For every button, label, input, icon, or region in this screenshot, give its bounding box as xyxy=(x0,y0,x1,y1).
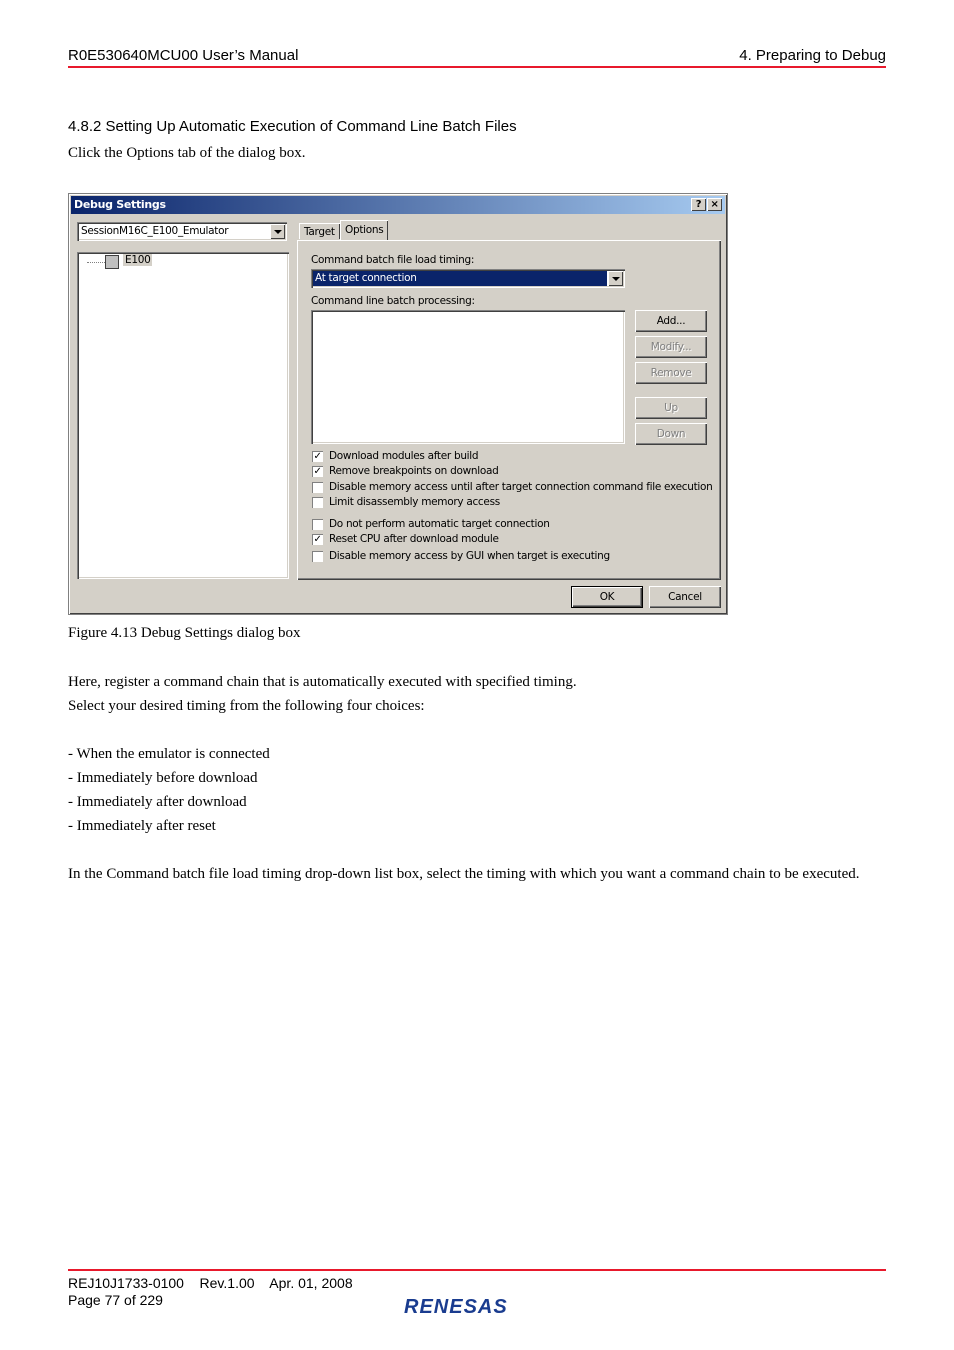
ok-button[interactable]: OK xyxy=(571,586,643,608)
paragraph: Select your desired timing from the following four choices: xyxy=(68,698,425,714)
footer-rule xyxy=(68,1269,886,1271)
checkbox-label: Do not perform automatic target connection xyxy=(329,518,550,530)
list-item: - Immediately after reset xyxy=(68,818,216,834)
footer-page-number: Page 77 of 229 xyxy=(68,1292,163,1308)
timing-label: Command batch file load timing: xyxy=(311,254,475,266)
remove-button[interactable]: Remove xyxy=(635,362,707,384)
dialog-title: Debug Settings xyxy=(74,198,166,211)
check-icon: ✓ xyxy=(313,451,322,462)
session-tree[interactable] xyxy=(77,252,289,579)
checkbox-empty xyxy=(312,482,323,493)
check-icon: ✓ xyxy=(313,466,322,477)
help-button[interactable]: ? xyxy=(691,198,706,211)
list-item: - Immediately after download xyxy=(68,794,247,810)
header-title: R0E530640MCU00 User’s Manual xyxy=(68,47,299,64)
section-heading: 4.8.2 Setting Up Automatic Execution of Command Line Batch Files xyxy=(68,118,517,135)
tree-item-e100[interactable]: E100 xyxy=(125,254,151,266)
list-item: - Immediately before download xyxy=(68,770,258,786)
down-button[interactable]: Down xyxy=(635,423,707,445)
tab-target[interactable]: Target xyxy=(299,223,340,239)
footer-doc-info: REJ10J1733-0100 Rev.1.00 Apr. 01, 2008 xyxy=(68,1275,353,1291)
batch-label: Command line batch processing: xyxy=(311,295,475,307)
checkbox-label: Limit disassembly memory access xyxy=(329,496,500,508)
cancel-button[interactable]: Cancel xyxy=(649,586,721,608)
checkbox-label: Reset CPU after download module xyxy=(329,533,499,545)
dialog-titlebar xyxy=(71,196,725,214)
checkbox-label: Remove breakpoints on download xyxy=(329,465,499,477)
session-select[interactable] xyxy=(77,222,287,241)
checkbox-label: Disable memory access by GUI when target is executing xyxy=(329,550,610,562)
paragraph: Here, register a command chain that is automatically executed with specified timing. xyxy=(68,674,577,690)
list-item: - When the emulator is connected xyxy=(68,746,270,762)
header-chapter: 4. Preparing to Debug xyxy=(739,47,886,64)
timing-select-value: At target connection xyxy=(313,271,607,286)
tab-options[interactable]: Options xyxy=(340,220,388,240)
checkbox-empty xyxy=(312,551,323,562)
checkbox-label: Download modules after build xyxy=(329,450,479,462)
figure-caption: Figure 4.13 Debug Settings dialog box xyxy=(68,625,301,641)
batch-list[interactable] xyxy=(311,310,625,444)
close-button[interactable]: × xyxy=(707,198,722,211)
intro-text: Click the Options tab of the dialog box. xyxy=(68,145,306,161)
checkbox-empty xyxy=(312,519,323,530)
renesas-logo-text: RENESAS xyxy=(404,1296,508,1318)
session-select-value: SessionM16C_E100_Emulator xyxy=(81,225,229,237)
tree-connector xyxy=(87,262,105,263)
check-icon: ✓ xyxy=(313,534,322,545)
modify-button[interactable]: Modify... xyxy=(635,336,707,358)
paragraph: In the Command batch file load timing drop-down list box, select the timing with which you want a command chain to be executed. xyxy=(68,866,860,882)
device-icon xyxy=(105,255,119,269)
add-button[interactable]: Add... xyxy=(635,310,707,332)
renesas-logo xyxy=(402,1293,552,1319)
up-button[interactable]: Up xyxy=(635,397,707,419)
chevron-down-icon[interactable] xyxy=(608,271,623,286)
checkbox-empty xyxy=(312,497,323,508)
checkbox-label: Disable memory access until after target connection command file execution xyxy=(329,481,713,493)
header-rule xyxy=(68,66,886,68)
timing-select[interactable] xyxy=(311,269,625,288)
debug-settings-dialog xyxy=(68,193,728,615)
chevron-down-icon[interactable] xyxy=(270,224,285,239)
